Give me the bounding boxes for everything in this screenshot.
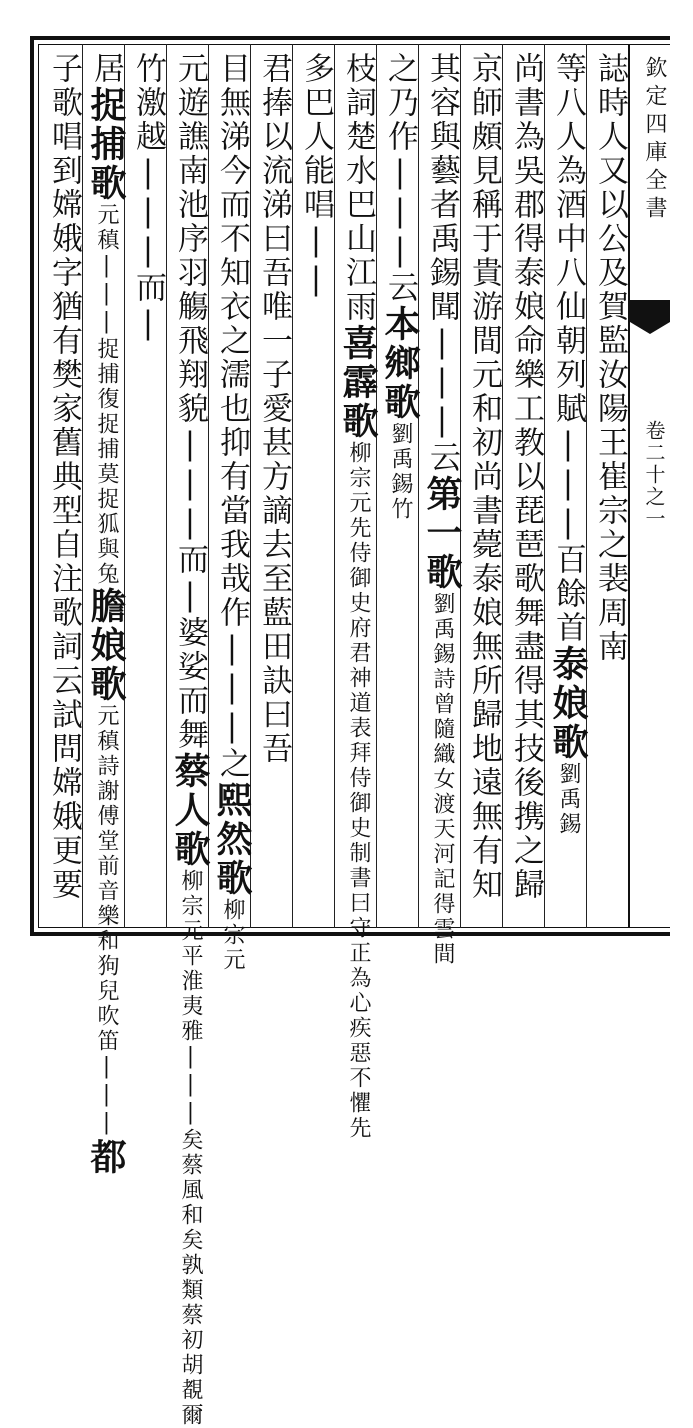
column-text: 尚書為吳郡得泰娘命樂工教以琵琶歌舞盡得其技後携之歸 xyxy=(508,52,544,902)
column-text: 目無涕今而不知衣之濡也抑有當我哉作|||之 xyxy=(214,52,250,781)
text-column-10 xyxy=(211,52,253,973)
column-text: 之乃作|||云 xyxy=(382,52,418,305)
title-taiyiang-ge: 泰娘歌 xyxy=(547,645,589,762)
text-column-12: 竹激越|||而| xyxy=(130,52,166,344)
text-column-14: 子歌唱到嫦娥字猶有樊家舊典型自注歌詞云試問嫦娥更要 xyxy=(46,52,82,902)
note-taiyiang: 劉禹錫 xyxy=(556,762,581,837)
text-column-6 xyxy=(380,52,420,922)
text-column-1: 誌時人又以公及賀監汝陽王崔宗之裴周南 xyxy=(592,52,628,664)
label-du: 都 xyxy=(85,1138,127,1177)
title-ben-xiang-ge: 本鄉歌 xyxy=(379,305,421,422)
title-cai-ren-ge: 蔡人歌 xyxy=(169,752,211,869)
title-zhuo-bu-ge: 捉捕歌 xyxy=(85,86,127,203)
text-column-13 xyxy=(85,52,127,1177)
text-column-5 xyxy=(421,52,463,967)
text-column-11 xyxy=(169,52,211,1428)
column-text: 居 xyxy=(88,52,124,86)
note-di-yi: 劉禹錫詩曾隨織女渡天河記得雲間 xyxy=(430,592,455,967)
text-column-3 xyxy=(506,52,546,922)
column-text: 等八人為酒中八仙朝列賦|||百餘首 xyxy=(550,52,586,645)
margin-header: 欽定四庫全書 xyxy=(642,56,667,224)
title-di-yi-ge: 第一歌 xyxy=(421,475,463,592)
title-xi-pi-ge: 喜霹歌 xyxy=(337,324,379,441)
text-column-9: 君捧以流涕曰吾唯一子愛甚方謫去至藍田訣曰吾 xyxy=(256,52,292,766)
note-cai-ren: 柳宗元平淮夷雅|||矣蔡風和矣孰類蔡初胡覩爾 xyxy=(178,869,203,1428)
text-column-8: 多巴人能唱|| xyxy=(298,52,334,300)
note-zhuo-bu: 元稹|||捉捕復捉捕莫捉狐與兔 xyxy=(94,203,119,587)
text-column-7 xyxy=(337,52,379,1141)
column-text: 枝詞楚水巴山江雨 xyxy=(340,52,376,324)
text-column-4: 京師頗見稱于貴游間元和初尚書薨泰娘無所歸地遠無有知 xyxy=(466,52,502,902)
title-zhan-niang-ge: 膽娘歌 xyxy=(85,587,127,704)
note-ben-xiang: 劉禹錫竹 xyxy=(388,422,413,522)
text-column-2 xyxy=(548,52,588,922)
note-xi-pi: 柳宗元先侍御史府君神道表拜侍御史制書曰守正為心疾惡不懼先 xyxy=(346,441,371,1141)
column-text: 元遊譙南池序羽觴飛翔貌|||而|婆娑而舞 xyxy=(172,52,208,752)
juan-number: 卷二十之一 xyxy=(642,420,666,530)
note-xi-ran: 柳宗元 xyxy=(220,898,245,973)
column-text: 其容與藝者禹錫聞|||云 xyxy=(424,52,460,475)
title-xi-ran-ge: 熙然歌 xyxy=(211,781,253,898)
fish-tail-mark-icon xyxy=(630,300,670,340)
note-zhan-niang: 元稹詩謝傅堂前音樂和狗兒吹笛||| xyxy=(94,704,119,1138)
